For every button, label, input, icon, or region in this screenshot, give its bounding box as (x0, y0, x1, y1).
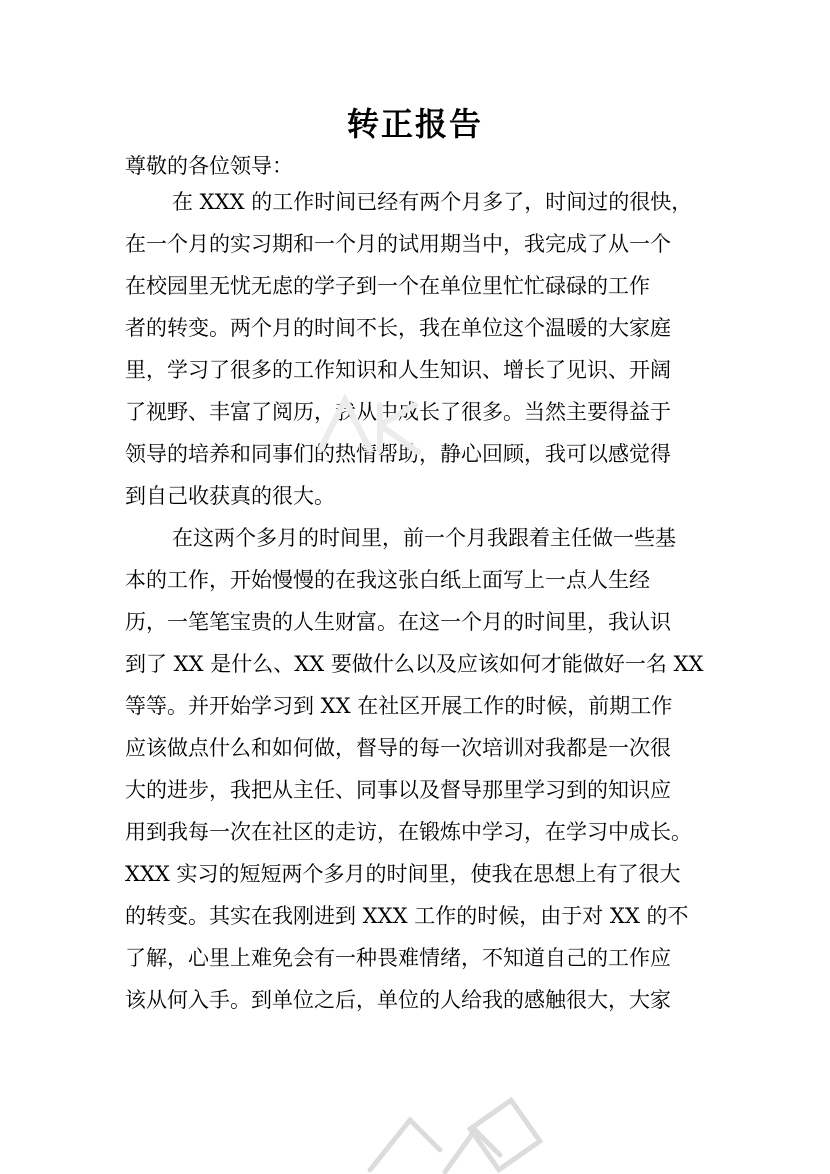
paragraph-line: 应该做点什么和如何做，督导的每一次培训对我都是一次很 (125, 736, 671, 760)
watermark-icon (350, 1080, 550, 1174)
paragraph-line: 在 XXX 的工作时间已经有两个月多了，时间过的很快， (172, 190, 693, 214)
paragraph-line: 在校园里无忧无虑的学子到一个在单位里忙忙碌碌的工作 (125, 274, 650, 298)
paragraph-line: 的转变。其实在我刚进到 XXX 工作的时候，由于对 XX 的不 (125, 904, 689, 928)
paragraph-line: 到了 XX 是什么、XX 要做什么以及应该如何才能做好一名 XX (125, 652, 704, 676)
paragraph-line: XXX 实习的短短两个多月的时间里，使我在思想上有了很大 (125, 862, 681, 886)
paragraph-line: 等等。并开始学习到 XX 在社区开展工作的时候，前期工作 (125, 694, 673, 718)
paragraph-line: 领导的培养和同事们的热情帮助，静心回顾，我可以感觉得 (125, 442, 671, 466)
paragraph-line: 大的进步，我把从主任、同事以及督导那里学习到的知识应 (125, 778, 671, 802)
paragraph-line: 到自己收获真的很大。 (125, 484, 335, 508)
paragraph-line: 用到我每一次在社区的走访，在锻炼中学习，在学习中成长。 (125, 820, 692, 844)
paragraph-line: 该从何入手。到单位之后，单位的人给我的感触很大，大家 (125, 988, 671, 1012)
paragraph-line: 在这两个多月的时间里，前一个月我跟着主任做一些基 (172, 526, 676, 550)
paragraph-line: 本的工作，开始慢慢的在我这张白纸上面写上一点人生经 (125, 568, 650, 592)
document-title: 转正报告 (346, 105, 483, 143)
paragraph-line: 了解，心里上难免会有一种畏难情绪，不知道自己的工作应 (125, 946, 671, 970)
paragraph-line: 者的转变。两个月的时间不长，我在单位这个温暖的大家庭 (125, 316, 671, 340)
paragraph-line: 历，一笔笔宝贵的人生财富。在这一个月的时间里，我认识 (125, 610, 671, 634)
paragraph-line: 在一个月的实习期和一个月的试用期当中，我完成了从一个 (125, 232, 671, 256)
salutation: 尊敬的各位领导： (125, 154, 293, 178)
paragraph-line: 里，学习了很多的工作知识和人生知识、增长了见识、开阔 (125, 358, 671, 382)
paragraph-line: 了视野、丰富了阅历，我从中成长了很多。当然主要得益于 (125, 400, 671, 424)
